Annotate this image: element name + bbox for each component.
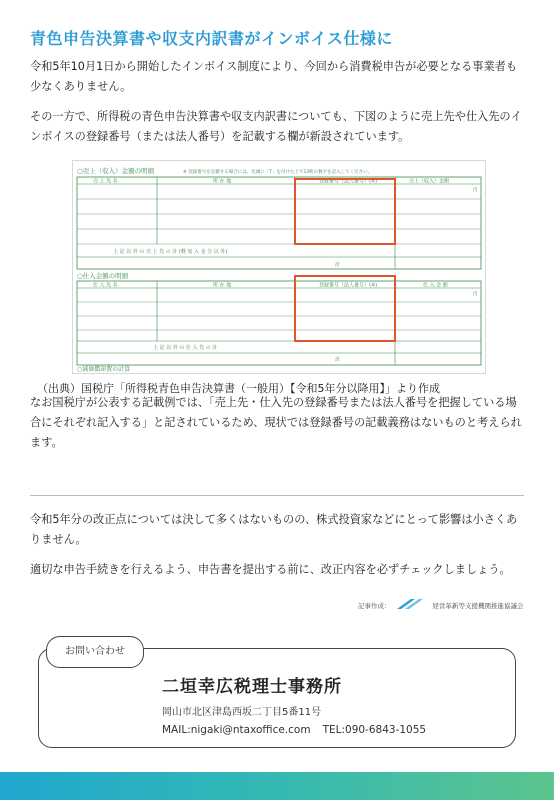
purchase-other-row: 上 記 以 外 の 仕 入 先 の 計 [153, 345, 218, 351]
intro-paragraph: 令和5年10月1日から開始したインボイス制度により、今回から消費税申告が必要となる事業者も少なくありません。 [30, 60, 518, 93]
form-change-paragraph: その一方で、所得税の青色申告決算書や収支内訳書についても、下図のように売上先や仕入先のインボイスの登録番号（または法人番号）を記載する欄が新設されています。 [30, 110, 522, 143]
email-link[interactable]: MAIL:nigaki@ntaxoffice.com [162, 724, 311, 736]
section-divider [30, 495, 524, 496]
contact-tab: お問い合わせ [46, 636, 144, 668]
sales-yen: 円 [473, 188, 478, 193]
sales-note: ※ 登録番号を記載する場合には、先頭に「T」を付けた上で13桁の数字を記入してください。 [183, 170, 373, 175]
sales-col-amount: 売上（収入）金額 [409, 178, 450, 185]
purchase-col-supplier: 仕 入 先 名 [93, 282, 118, 289]
sales-col-address: 所 在 地 [213, 178, 232, 185]
office-address: 岡山市北区津島西坂二丁目5番11号 [162, 707, 322, 718]
office-name: 二垣幸広税理士事務所 [162, 677, 342, 697]
purchase-col-address: 所 在 地 [213, 282, 232, 289]
sales-table-frame [77, 177, 481, 269]
article-heading: 青色申告決算書や収支内訳書がインボイス仕様に [30, 29, 393, 48]
sales-total-label: 計 [335, 262, 341, 268]
article-credit [358, 598, 524, 612]
closing-paragraph: 適切な申告手続きを行えるよう、申告書を提出する前に、改正内容を必ずチェックしましょう。 [30, 563, 511, 576]
sales-col-reg-number: 登録番号（法人番号）(※) [319, 178, 378, 185]
purchase-section-title: ○仕入金額の明細 [77, 272, 129, 280]
purchase-col-amount: 仕 入 金 額 [423, 282, 448, 289]
footer-gradient-bar [0, 772, 554, 800]
contact-line [162, 724, 426, 736]
revision-paragraph: 令和5年分の改正点については決して多くはないものの、株式投資家などにとって影響は小さくありません。 [30, 513, 518, 546]
purchase-yen: 円 [473, 292, 478, 297]
org-logo-icon [397, 598, 427, 612]
credit-label: 記事作成： [358, 601, 391, 610]
purchase-total-label: 計 [335, 357, 341, 363]
sales-reg-number-highlight [295, 179, 395, 244]
purchase-col-reg-number: 登録番号（法人番号）(※) [319, 282, 378, 289]
credit-org: 経営革新等支援機関推進協議会 [432, 601, 524, 610]
purchase-table-frame [77, 281, 481, 365]
figure-source: （出典）国税庁「所得税青色申告決算書（一般用）【令和5年分以降用】」より作成 [37, 382, 440, 395]
tax-form-figure [72, 160, 486, 374]
phone-number[interactable]: TEL:090-6843-1055 [322, 724, 427, 736]
tax-form-diagram [73, 161, 485, 373]
depreciation-section-title: ○減価償却費の計算 [77, 366, 131, 373]
sales-other-row: 上 記 以 外 の 売 上 先 の 計 (軽 収 入 金 分 以 外) [113, 249, 228, 255]
description-paragraph: なお国税庁が公表する記載例では、「売上先・仕入先の登録番号または法人番号を把握している場合にそれぞれ記入する」と記されているため、現状では登録番号の記載義務はないものと考えられます。 [30, 396, 522, 449]
sales-section-title: ○売上（収入）金額の明細 [77, 167, 155, 175]
sales-col-customer: 売 上 先 名 [93, 178, 118, 185]
